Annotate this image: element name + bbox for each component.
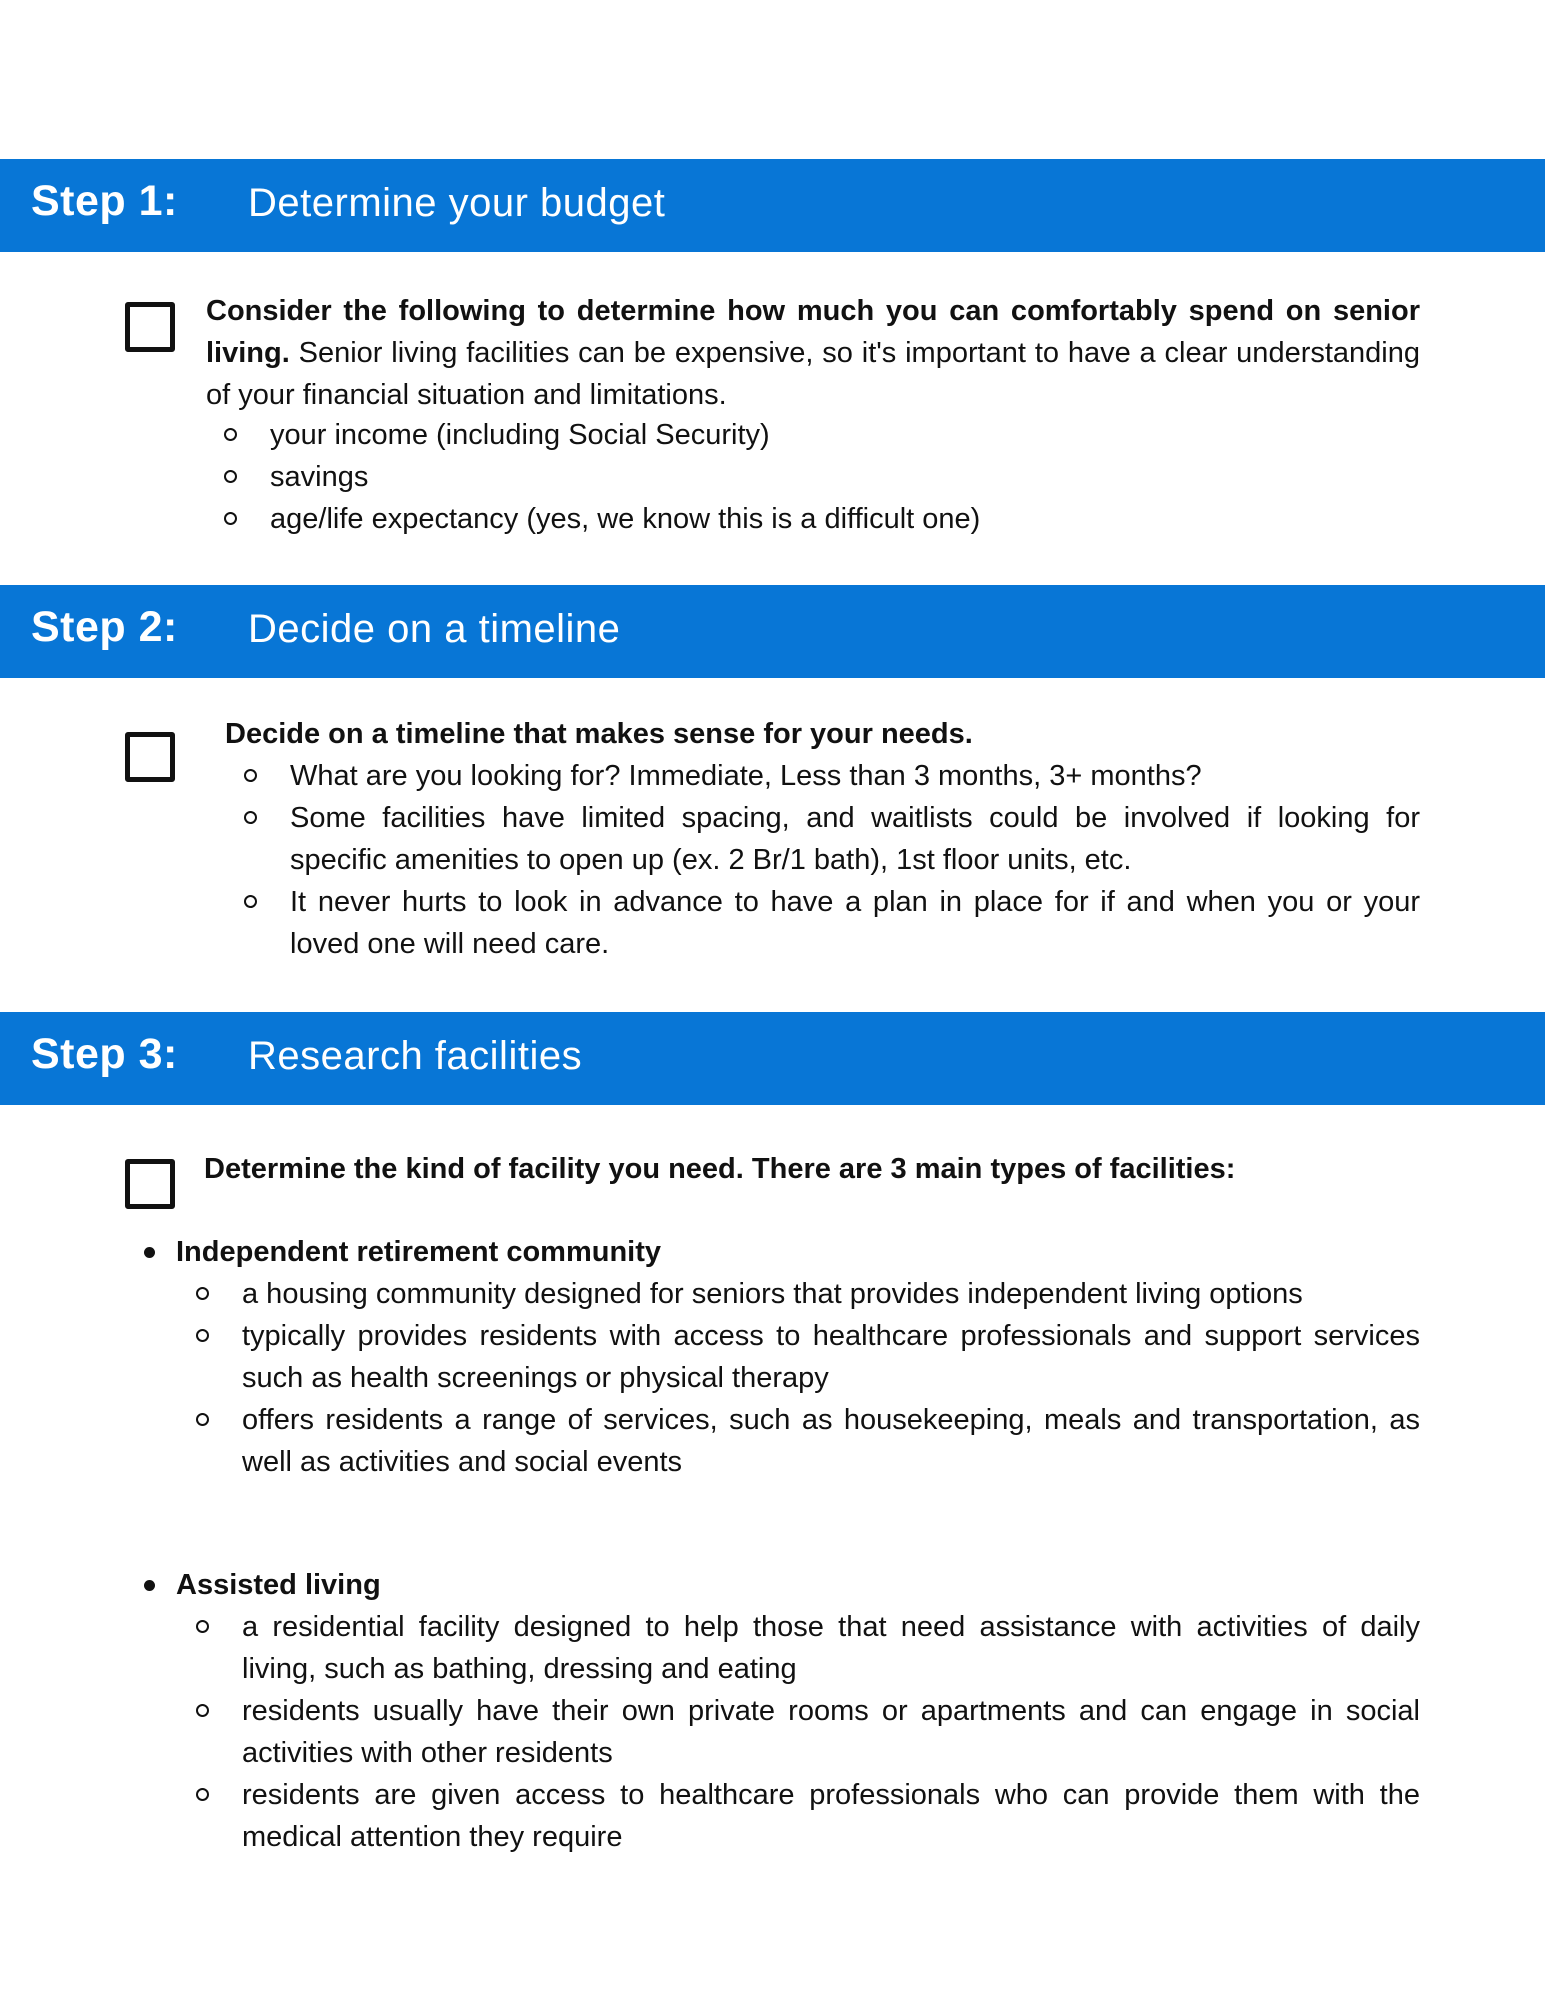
step-1-header (0, 159, 1545, 252)
facility-type-assisted-list (190, 1606, 1420, 1858)
step-3-checkbox[interactable] (125, 1159, 175, 1209)
list-item: typically provides residents with access to healthcare professionals and support services such as health screenings or physical therapy (190, 1315, 1420, 1399)
step-3-lead: Determine the kind of facility you need. There are 3 main types of facilities: (204, 1153, 1236, 1185)
step-1-label: Step 1: (31, 177, 178, 225)
step-2-list (238, 755, 1420, 965)
step-3-label: Step 3: (31, 1030, 178, 1078)
step-1-list (218, 414, 1420, 540)
list-item: residents usually have their own private rooms or apartments and can engage in social activities with other residents (190, 1690, 1420, 1774)
step-1-lead-text: Senior living facilities can be expensive, so it's important to have a clear understanding of your financial situation and limitations. (206, 337, 1420, 411)
step-1-description (206, 290, 1420, 416)
list-item: a housing community designed for seniors that provides independent living options (190, 1273, 1420, 1315)
facility-type-independent: Independent retirement community (144, 1231, 661, 1273)
list-item: a residential facility designed to help those that need assistance with activities of daily living, such as bathing, dressing and eating (190, 1606, 1420, 1690)
step-3-title: Research facilities (248, 1034, 583, 1078)
list-item: savings (218, 456, 1420, 498)
list-item: offers residents a range of services, such as housekeeping, meals and transportation, as well as activities and social events (190, 1399, 1420, 1483)
step-2-label: Step 2: (31, 603, 178, 651)
step-1-title: Determine your budget (248, 181, 666, 225)
step-1-checkbox[interactable] (125, 302, 175, 352)
list-item: residents are given access to healthcare professionals who can provide them with the medical attention they require (190, 1774, 1420, 1858)
step-1-lead-bold: Consider the following to determine how much you can comfortably spend on senior living. (206, 295, 1420, 369)
list-item: age/life expectancy (yes, we know this is a difficult one) (218, 498, 1420, 540)
step-2-header (0, 585, 1545, 678)
list-item: It never hurts to look in advance to have a plan in place for if and when you or your loved one will need care. (238, 881, 1420, 965)
facility-type-independent-list (190, 1273, 1420, 1483)
step-2-title: Decide on a timeline (248, 607, 621, 651)
step-2-lead: Decide on a timeline that makes sense for your needs. (225, 718, 973, 750)
step-3-header (0, 1012, 1545, 1105)
list-item: What are you looking for? Immediate, Less than 3 months, 3+ months? (238, 755, 1420, 797)
list-item: Some facilities have limited spacing, and waitlists could be involved if looking for specific amenities to open up (ex. 2 Br/1 bath), 1st floor units, etc. (238, 797, 1420, 881)
facility-type-assisted: Assisted living (144, 1564, 381, 1606)
list-item: your income (including Social Security) (218, 414, 1420, 456)
step-2-checkbox[interactable] (125, 732, 175, 782)
